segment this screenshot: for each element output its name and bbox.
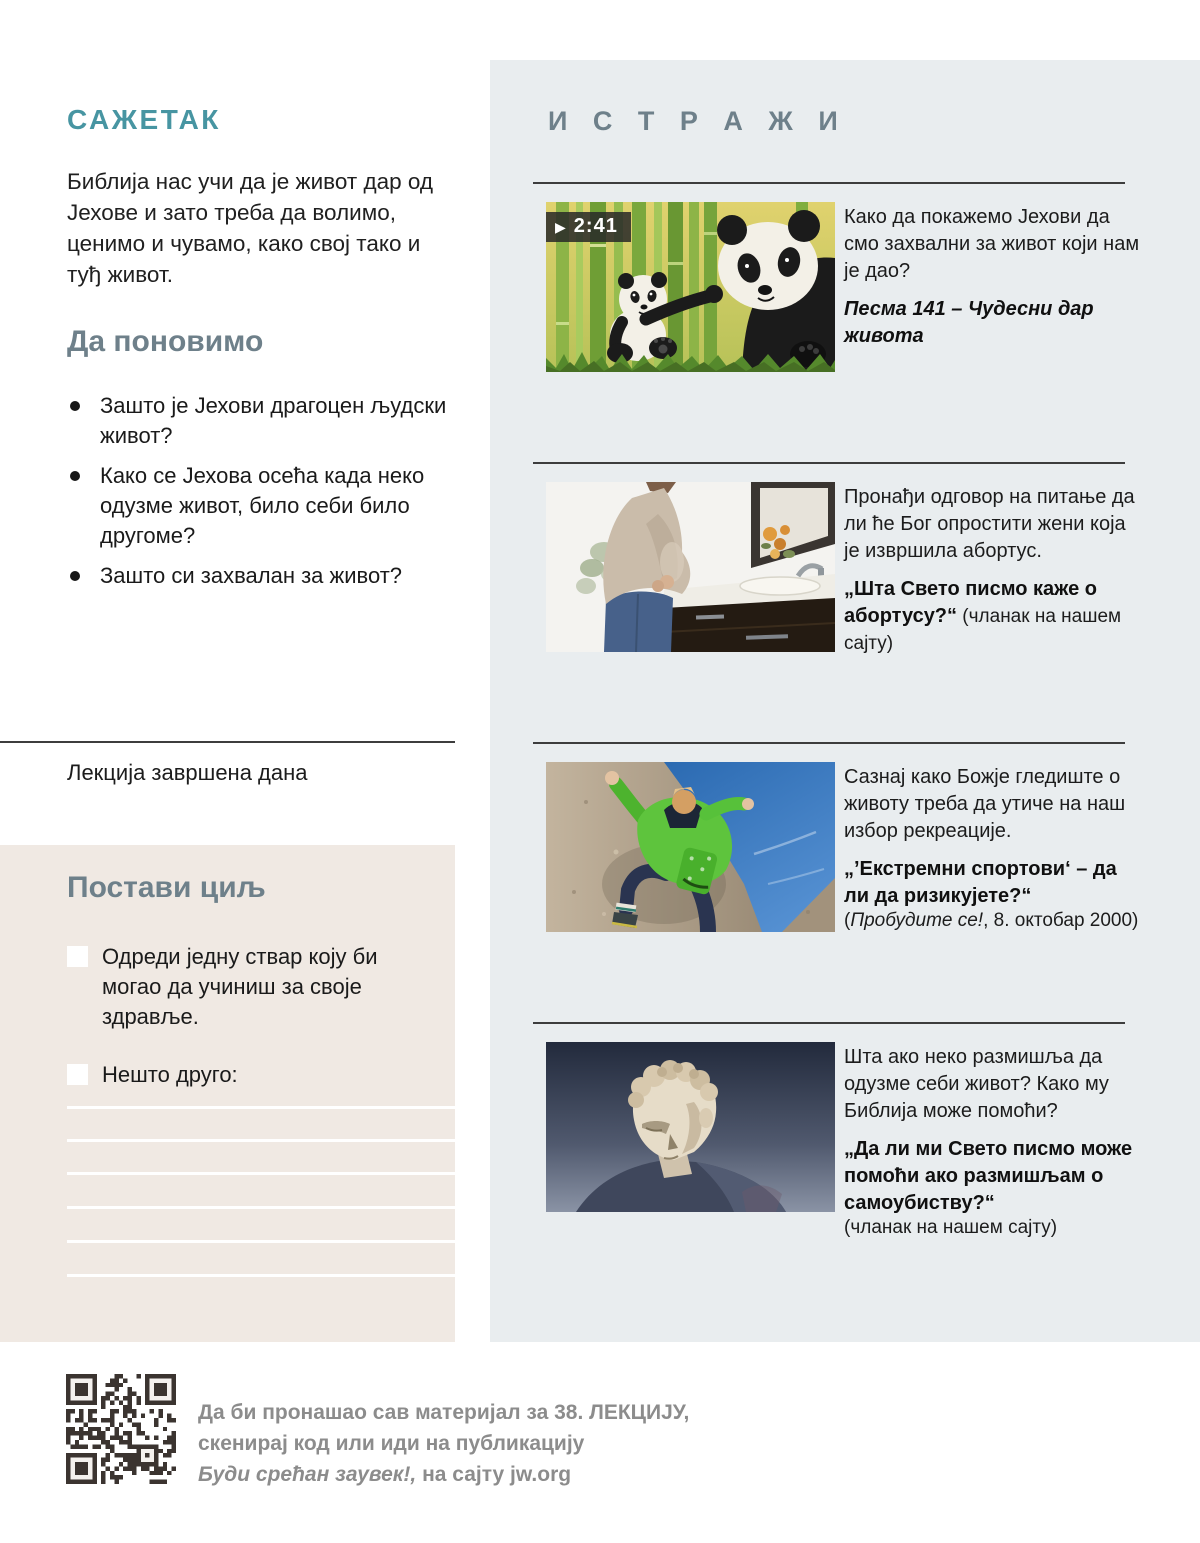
divider [533,182,1125,184]
writing-line[interactable] [67,1240,455,1243]
research-item-question: Пронађи одговор на питање да ли ће Бог опростити жени која је извршила абортус. [844,486,1135,562]
writing-line[interactable] [67,1106,455,1109]
review-heading: Да поновимо [67,325,264,358]
divider [0,741,455,743]
research-item-note: (чланак на нашем сајту) [844,1217,1058,1238]
goal-item [67,1060,412,1090]
pregnant-woman-photo [546,482,835,652]
rock-climber-photo [546,762,835,932]
goal-heading: Постави циљ [67,871,266,904]
qr-code [66,1374,176,1484]
summary-paragraph: Библија нас учи да је живот дар од Јехове и зато треба да волимо, ценимо и чувамо, како свој тако и туђ живот. [67,169,434,287]
research-item-title[interactable]: Песма 141 – Чудесни дар живота [844,298,1094,347]
writing-line[interactable] [67,1274,455,1277]
footer-line2: скенирај код или иди на публикацију [198,1432,585,1455]
divider [533,742,1125,744]
divider [533,462,1125,464]
lesson-completed-label: Лекција завршена дана [67,760,308,785]
summary-heading: САЖЕТАК [67,104,221,135]
checkbox[interactable] [67,1064,88,1085]
research-item [546,1042,1190,1239]
sorrowful-man-illustration [546,1042,835,1212]
research-item-question: Како да покажемо Јехови да смо захвални за живот који нам је дао? [844,206,1140,282]
review-bullet [67,391,467,451]
research-item-question: Сазнај како Божје гледиште о животу треба да утиче на наш избор рекреације. [844,766,1126,842]
review-bullet-text: Зашто је Јехови драгоцен људски живот? [100,393,447,448]
footer-line3-rest: на сајту jw.org [416,1463,572,1486]
review-bullet [67,461,467,551]
publication-title: Буди срећан заувек!, [198,1463,417,1486]
bullet-icon [70,571,80,581]
bullet-icon [70,471,80,481]
research-item-title[interactable]: „Да ли ми Свето писмо може помоћи ако размишљам о самоубиству?“ [844,1138,1133,1214]
review-list [67,391,467,601]
research-item-question: Шта ако неко размишља да одузме себи живот? Како му Библија може помоћи? [844,1046,1109,1122]
divider [533,1022,1125,1024]
footer-line1: Да би пронашао сав материјал за 38. ЛЕКЦИЈУ, [198,1401,690,1424]
goal-box [0,845,455,1342]
article-thumbnail-suicide[interactable] [546,1042,835,1212]
goal-item-text: Одреди једну ствар коју би могао да учиниш за своје здравље. [102,944,378,1029]
research-item [546,202,1190,372]
goal-item [67,942,412,1032]
note-rest: , 8. октобар 2000) [983,910,1139,931]
article-thumbnail-abortion[interactable] [546,482,835,652]
magazine-title: Пробудите се! [850,910,984,931]
footer-instructions [198,1397,758,1490]
research-item-title[interactable]: „’Екстремни спортови‘ – да ли да ризикујете?“ [844,858,1117,907]
checkbox[interactable] [67,946,88,967]
writing-line[interactable] [67,1172,455,1175]
review-bullet-text: Зашто си захвалан за живот? [100,563,403,588]
research-heading: И С Т Р А Ж И [548,106,847,136]
video-duration: 2:41 [573,215,618,237]
video-duration-badge [546,212,631,242]
article-thumbnail-extreme-sports[interactable] [546,762,835,932]
bullet-icon [70,401,80,411]
review-bullet-text: Како се Јехова осећа када неко одузме живот, било себи било другоме? [100,463,425,548]
research-item-note: (чланак на нашем сајту) [844,606,1122,654]
play-icon: ▶ [555,218,566,235]
writing-line[interactable] [67,1206,455,1209]
research-item [546,762,1190,932]
research-panel [490,60,1200,1342]
research-item-title[interactable]: „Шта Свето писмо каже о абортусу?“ [844,578,1097,627]
note-prefix: ( [844,910,851,931]
video-thumbnail-pandas[interactable] [546,202,835,372]
writing-line[interactable] [67,1139,455,1142]
goal-item-text: Нешто друго: [102,1062,238,1087]
research-item [546,482,1190,657]
review-bullet [67,561,467,591]
